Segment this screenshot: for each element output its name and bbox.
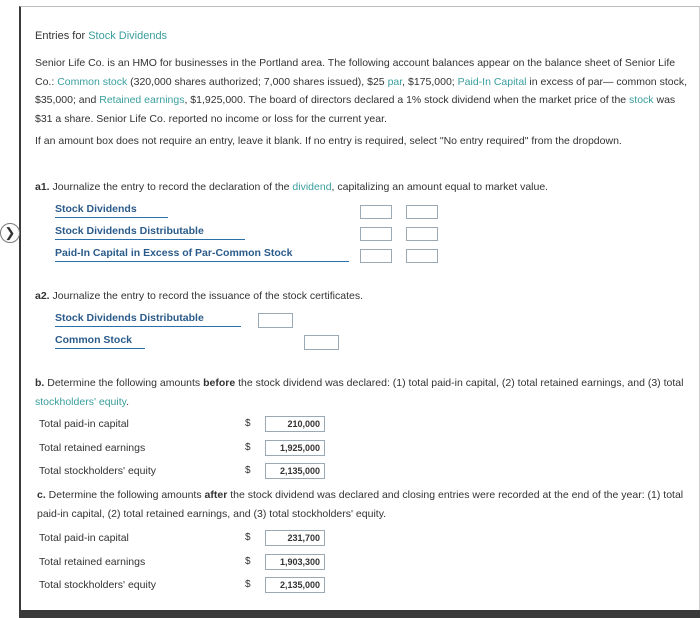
b-total-retained-input[interactable]: 1,925,000	[265, 440, 325, 456]
c-label-paid-in: Total paid-in capital	[39, 532, 129, 544]
c-total-retained-input[interactable]: 1,903,300	[265, 554, 325, 570]
b-label-retained: Total retained earnings	[39, 442, 146, 454]
a1-account-1[interactable]: Stock Dividends	[55, 203, 168, 218]
a2-account-2[interactable]: Common Stock	[55, 334, 145, 349]
c-total-equity-input[interactable]: 2,135,000	[265, 577, 325, 593]
b-label-equity: Total stockholders' equity	[39, 465, 156, 477]
b-currency-1: $	[245, 418, 251, 429]
b-currency-2: $	[245, 442, 251, 453]
b-label-paid-in: Total paid-in capital	[39, 418, 129, 430]
link-stock[interactable]: stock	[629, 94, 654, 106]
link-common-stock[interactable]: Common stock	[57, 75, 128, 88]
a1-credit-3[interactable]	[406, 249, 438, 263]
page-title: Entries for Stock Dividends	[35, 30, 168, 42]
a1-account-2[interactable]: Stock Dividends Distributable	[55, 225, 245, 240]
chevron-right-icon[interactable]: ❯	[0, 223, 20, 243]
question-a1: a1. Journalize the entry to record the declaration of the dividend, capitalizing an amount equal to market value.	[35, 181, 549, 193]
c-currency-2: $	[245, 556, 251, 567]
a2-account-1[interactable]: Stock Dividends Distributable	[55, 312, 241, 327]
link-par[interactable]: par	[387, 75, 403, 88]
question-c: c. Determine the following amounts after the stock dividend was declared and closing entries were recorded at the end of the year: (1) total paid-in capital, (2) total retained earnings, and (3) total stockholders' equity.	[37, 489, 684, 520]
a1-account-3[interactable]: Paid-In Capital in Excess of Par-Common Stock	[55, 247, 349, 262]
a1-credit-2[interactable]	[406, 227, 438, 241]
question-b: b. Determine the following amounts before the stock dividend was declared: (1) total paid-in capital, (2) total retained earnings, and (3) total stockholders' equity.	[35, 377, 684, 408]
a1-debit-1[interactable]	[360, 205, 392, 219]
c-total-paid-in-input[interactable]: 231,700	[265, 530, 325, 546]
a1-credit-1[interactable]	[406, 205, 438, 219]
c-label-retained: Total retained earnings	[39, 556, 146, 568]
c-label-equity: Total stockholders' equity	[39, 579, 156, 591]
link-paid-in-capital[interactable]: Paid-In Capital	[457, 75, 527, 88]
problem-intro: Senior Life Co. is an HMO for businesses in the Portland area. The following account balances appear on the balance sheet of Senior Life Co.: Common stock (320,000 shares authorized; 7,000 shares issued), $25 par, $175,000; Paid-In Capital in excess of par— common stock, $35,000; and Retained earnings, $1,925,000. The board of directors declared a 1% stock dividend when the market price of the stock was $31 a share. Senior Life Co. reported no income or loss for the current year.	[35, 57, 687, 125]
title-link[interactable]: Stock Dividends	[88, 30, 168, 42]
a2-credit-2[interactable]	[304, 335, 339, 350]
link-stockholders-equity[interactable]: stockholders' equity	[35, 395, 127, 408]
b-currency-3: $	[245, 465, 251, 476]
b-total-paid-in-input[interactable]: 210,000	[265, 416, 325, 432]
link-retained-earnings[interactable]: Retained earnings	[99, 94, 185, 106]
link-dividend[interactable]: dividend	[292, 181, 332, 193]
bottom-bar	[19, 610, 700, 618]
c-currency-3: $	[245, 579, 251, 590]
instructions: If an amount box does not require an entry, leave it blank. If no entry is required, select "No entry required" from the dropdown.	[35, 135, 622, 147]
a1-debit-3[interactable]	[360, 249, 392, 263]
question-a2: a2. Journalize the entry to record the issuance of the stock certificates.	[35, 290, 364, 302]
a1-debit-2[interactable]	[360, 227, 392, 241]
b-total-equity-input[interactable]: 2,135,000	[265, 463, 325, 479]
a2-debit-1[interactable]	[258, 313, 293, 328]
c-currency-1: $	[245, 532, 251, 543]
